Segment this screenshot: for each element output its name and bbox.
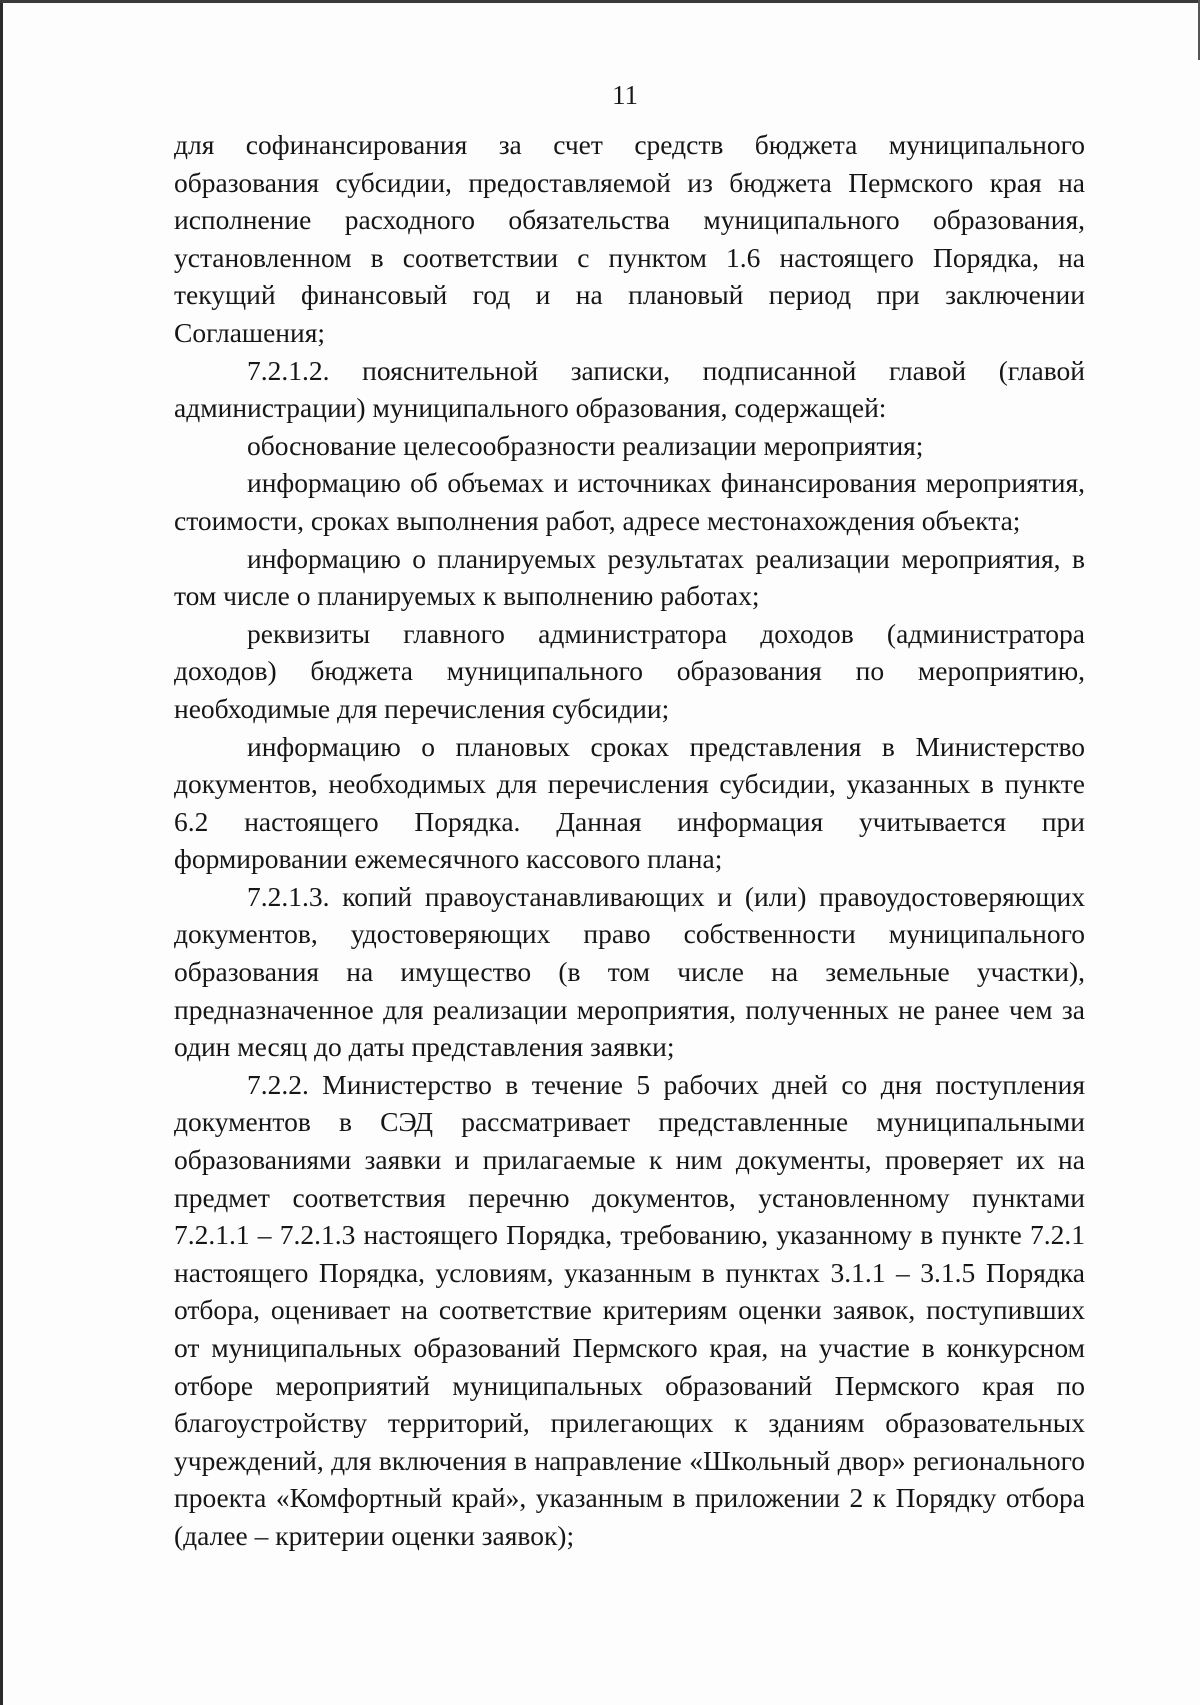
paragraph-title-documents: 7.2.1.3. копий правоустанавливающих и (или) правоудостоверяющих документов, удостоверяющих право собственности муниципального образования на имущество (в том числе на земельные участки), предназначенное для реализации мероприятия, полученных не ранее чем за один месяц до даты представления заявки; — [174, 880, 1085, 1063]
paragraph-justification: обоснование целесообразности реализации мероприятия; — [247, 429, 924, 461]
paragraph-explanatory-note: 7.2.1.2. пояснительной записки, подписанной главой (главой администрации) муниципального образования, содержащей: — [174, 354, 1085, 424]
document-body — [174, 126, 1085, 1555]
scan-edge-top — [0, 0, 1200, 3]
paragraph-cofinancing: для софинансирования за счет средств бюджета муниципального образования субсидии, предоставляемой из бюджета Пермского края на исполнение расходного обязательства муниципального образования, установленном в соответствии с пунктом 1.6 настоящего Порядка, на текущий финансовый год и на плановый период при заключении Соглашения; — [174, 129, 1085, 348]
paragraph-planned-deadlines: информацию о плановых сроках представления в Министерство документов, необходимых для перечисления субсидии, указанных в пункте 6.2 настоящего Порядка. Данная информация учитывается при формировании ежемесячного кассового плана; — [174, 730, 1085, 875]
page-number: 11 — [612, 80, 638, 110]
paragraph-administrator-details: реквизиты главного администратора доходов (администратора доходов) бюджета муниципального образования по мероприятию, необходимые для перечисления субсидии; — [174, 617, 1085, 724]
paragraph-financing-info: информацию об объемах и источниках финансирования мероприятия, стоимости, сроках выполнения работ, адресе местонахождения объекта; — [174, 467, 1085, 536]
paragraph-planned-results: информацию о планируемых результатах реализации мероприятия, в том числе о планируемых к выполнению работах; — [174, 542, 1085, 612]
scan-edge-left — [0, 0, 3, 1705]
paragraph-ministry-review: 7.2.2. Министерство в течение 5 рабочих дней со дня поступления документов в СЭД рассматривает представленные муниципальными образованиями заявки и прилагаемые к ним документы, проверяет их на предмет соответствия перечню документов, установленному пунктами 7.2.1.1 – 7.2.1.3 настоящего Порядка, требованию, указанному в пункте 7.2.1 настоящего Порядка, условиям, указанным в пунктах 3.1.1 – 3.1.5 Порядка отбора, оценивает на соответствие критериям оценки заявок, поступивших от муниципальных образований Пермского края, на участие в конкурсном отборе мероприятий муниципальных образований Пермского края по благоустройству территорий, прилегающих к зданиям образовательных учреждений, для включения в направление «Школьный двор» регионального проекта «Комфортный край», указанным в приложении 2 к Порядку отбора (далее – критерии оценки заявок); — [174, 1068, 1085, 1551]
